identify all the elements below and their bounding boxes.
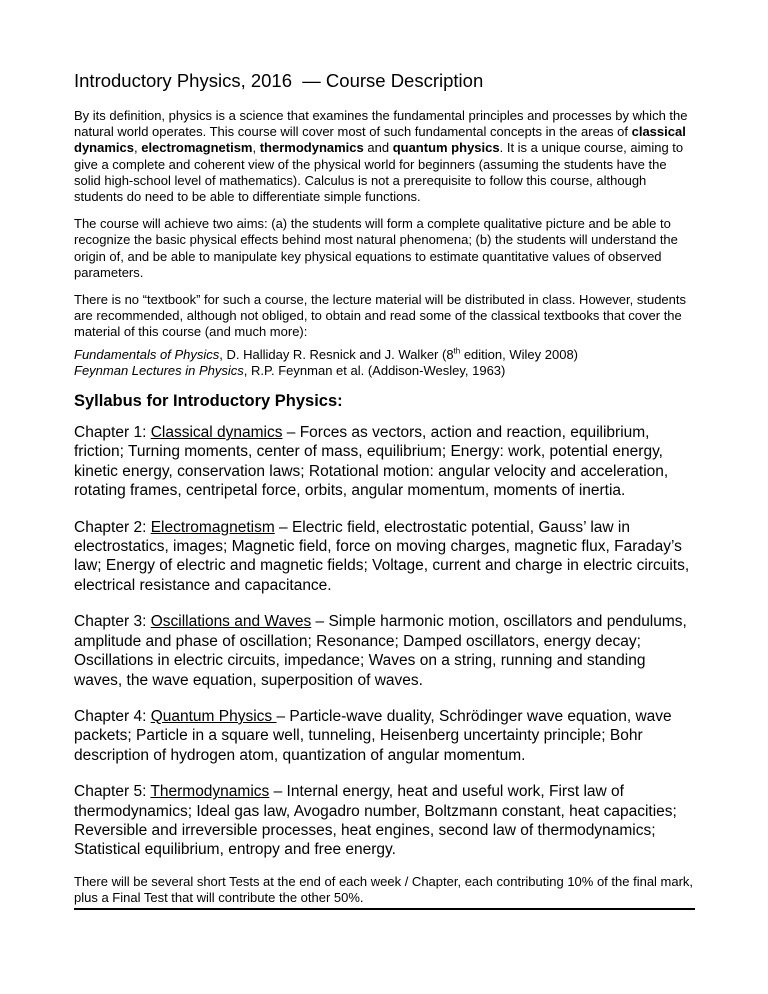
- topic-quantum-physics: quantum physics: [392, 140, 500, 156]
- chapter-prefix: Chapter 5:: [74, 783, 151, 801]
- intro-sep-1: ,: [133, 140, 142, 156]
- chapter-2: [74, 518, 695, 596]
- reference-title: Feynman Lectures in Physics: [74, 362, 244, 378]
- syllabus-heading: Syllabus for Introductory Physics:: [74, 392, 343, 411]
- chapter-description: – Forces as vectors, action and reaction, equilibrium, friction; Turning moments, center of mass, equilibrium; Energy: work, potential energy, kinetic energy, conservation laws; Rotational motion: angular velocity and acceleration, rotating frames, centripetal force, orbits, angular momentum, moments of inertia.: [74, 424, 669, 500]
- topic-classical-dynamics: classical dynamics: [74, 124, 686, 156]
- chapter-prefix: Chapter 1:: [74, 424, 151, 442]
- chapter-description: – Particle-wave duality, Schrödinger wave equation, wave packets; Particle in a square well, tunneling, Heisenberg uncertainty principle; Bohr description of hydrogen atom, quantization of angular momentum.: [74, 707, 672, 764]
- reference-superscript: th: [453, 346, 461, 356]
- chapter-1: [74, 423, 695, 501]
- chapter-3: [74, 612, 695, 690]
- reference-details: , D. Halliday R. Resnick and J. Walker (8: [219, 346, 454, 362]
- assessment-note: There will be several short Tests at the end of each week / Chapter, each contributing 10% of the final mark, plus a Final Test that will contribute the other 50%.: [74, 874, 695, 910]
- chapter-description: – Internal energy, heat and useful work, First law of thermodynamics; Ideal gas law, Avogadro number, Boltzmann constant, heat capacities; Reversible and irreversible processes, heat engines, second law of thermodynamics; Statistical equilibrium, entropy and free energy.: [74, 783, 677, 859]
- topic-thermodynamics: thermodynamics: [259, 140, 364, 156]
- document-title: Introductory Physics, 2016 — Course Description: [74, 70, 484, 91]
- chapter-4: [74, 707, 695, 765]
- chapter-5: [74, 782, 695, 860]
- chapter-prefix: Chapter 2:: [74, 518, 151, 536]
- chapter-prefix: Chapter 4:: [74, 707, 151, 725]
- chapter-name: Quantum Physics: [150, 707, 277, 725]
- reference-title: Fundamentals of Physics: [74, 346, 220, 362]
- reference-details-end: edition, Wiley 2008): [460, 346, 578, 362]
- intro-text-end: . It is a unique course, aiming to give a complete and coherent view of the physical world for beginners (assuming the students have the solid high-school level of mathematics). Calculus is not a prerequisite to follow this course, although students do need to be able to differentiate simple functions.: [74, 140, 684, 205]
- chapter-name: Oscillations and Waves: [150, 613, 312, 631]
- reference-details: , R.P. Feynman et al. (Addison-Wesley, 1963): [243, 362, 506, 378]
- intro-sep-3: and: [363, 140, 393, 156]
- chapter-name: Classical dynamics: [150, 424, 283, 442]
- document-page: [74, 70, 695, 910]
- chapter-name: Thermodynamics: [150, 783, 270, 801]
- chapter-description: – Electric field, electrostatic potential, Gauss’ law in electrostatics, images; Magnetic field, force on moving charges, magnetic flux, Faraday’s law; Energy of electric and magnetic fields; Voltage, current and charge in electric circuits, electrical resistance and capacitance.: [74, 518, 690, 594]
- intro-text-start: By its definition, physics is a science that examines the fundamental principles and processes by which the natural world operates. This course will cover most of such fundamental concepts in the areas of: [74, 108, 688, 140]
- topic-electromagnetism: electromagnetism: [141, 140, 253, 156]
- chapter-name: Electromagnetism: [150, 518, 275, 536]
- chapter-prefix: Chapter 3:: [74, 613, 151, 631]
- intro-paragraph: [74, 108, 695, 205]
- references-list: [74, 347, 695, 379]
- aims-paragraph: The course will achieve two aims: (a) the students will form a complete qualitative picture and be able to recognize the basic physical effects behind most natural phenomena; (b) the students will understand the origin of, and be able to manipulate key physical equations to estimate quantitative values of observed parameters.: [74, 216, 678, 280]
- intro-sep-2: ,: [252, 140, 260, 156]
- reference-item: [74, 363, 695, 379]
- textbook-paragraph: There is no “textbook” for such a course, the lecture material will be distributed in class. However, students are recommended, although not obliged, to obtain and read some of the classical textbooks that cover the material of this course (and much more):: [74, 292, 687, 340]
- reference-item: [74, 347, 695, 363]
- chapter-description: – Simple harmonic motion, oscillators and pendulums, amplitude and phase of oscillation; Resonance; Damped oscillators, energy decay; Oscillations in electric circuits, impedance; Waves on a string, running and standing waves, the wave equation, superposition of waves.: [74, 613, 687, 689]
